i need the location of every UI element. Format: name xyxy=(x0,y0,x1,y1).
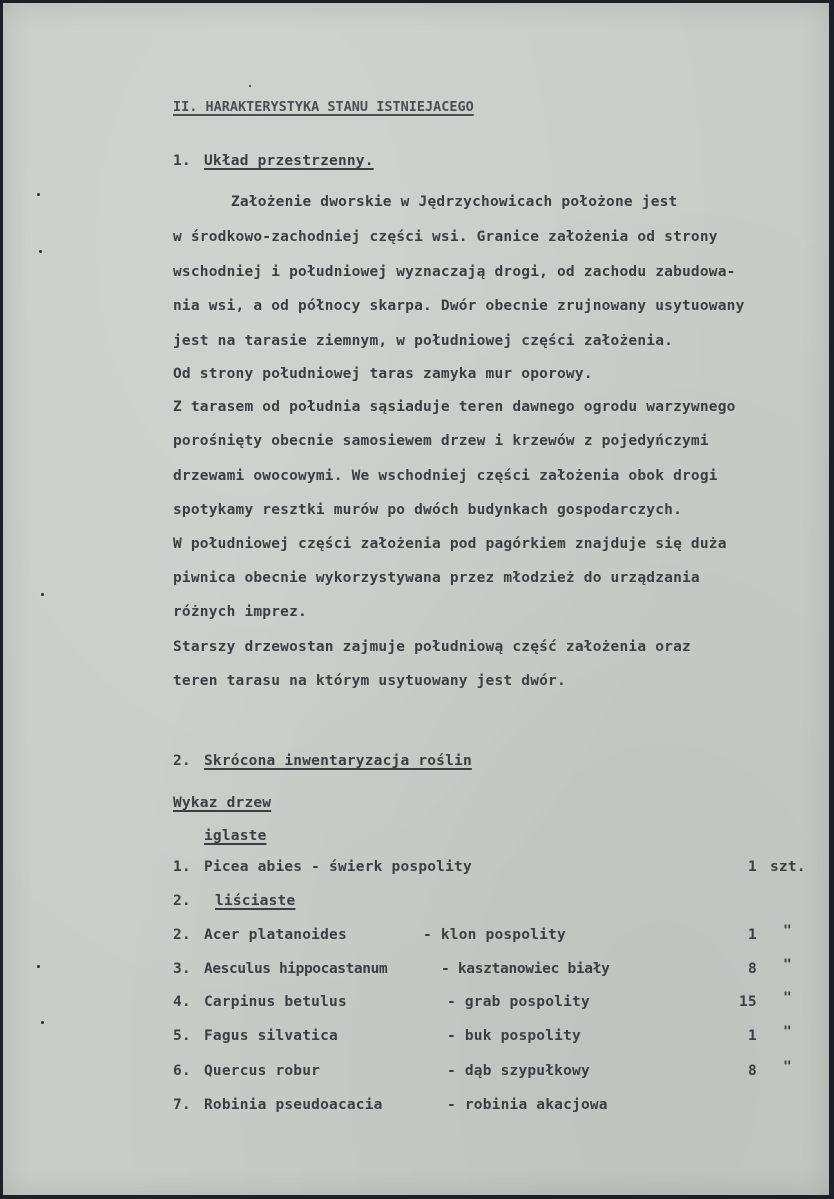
tree-row-common: - robinia akacjowa xyxy=(447,1097,608,1113)
scan-speck xyxy=(37,193,40,196)
tree-row-common: - grab pospolity xyxy=(447,994,590,1010)
subsection-2-title: Skrócona inwentaryzacja roślin xyxy=(204,753,472,769)
paragraph-line: drzewami owocowymi. We wschodniej części założenia obok drogi xyxy=(173,468,718,484)
document-page xyxy=(3,3,829,1195)
tree-row-common: - dąb szypułkowy xyxy=(447,1063,590,1079)
tree-row-number: 2. xyxy=(173,927,191,943)
tree-row-latin: Quercus robur xyxy=(204,1063,321,1079)
paragraph-line: porośnięty obecnie samosiewem drzew i krzewów z pojedyńczymi xyxy=(173,433,709,449)
tree-row-latin: Robinia pseudoacacia xyxy=(204,1097,383,1113)
tree-row-qty: 8 xyxy=(748,1063,757,1079)
scan-speck xyxy=(249,85,251,87)
tree-row-unit: " xyxy=(783,957,792,973)
paragraph-line: w środkowo-zachodniej części wsi. Granice założenia od strony xyxy=(173,229,718,245)
conifer-row-number: 1. xyxy=(173,859,191,875)
tree-row-number: 3. xyxy=(173,961,191,977)
tree-row-latin: Carpinus betulus xyxy=(204,994,347,1010)
conifer-row-qty: 1 xyxy=(748,859,757,875)
tree-row-unit: " xyxy=(783,1059,792,1075)
scan-speck xyxy=(37,965,40,968)
paragraph-line: nia wsi, a od północy skarpa. Dwór obecnie zrujnowany usytuowany xyxy=(173,298,745,314)
subsection-1-title: Układ przestrzenny. xyxy=(204,153,374,169)
paragraph-line: teren tarasu na którym usytuowany jest dwór. xyxy=(173,673,566,689)
tree-row-common: - kasztanowiec biały xyxy=(441,961,610,977)
tree-row-latin: Aesculus hippocastanum xyxy=(204,961,388,977)
subsection-2-number: 2. xyxy=(173,753,191,769)
subsection-1-number: 1. xyxy=(173,153,191,169)
tree-row-qty: 1 xyxy=(748,1028,757,1044)
tree-row-latin: Fagus silvatica xyxy=(204,1028,338,1044)
tree-row-latin: Acer platanoides xyxy=(204,927,347,943)
deciduous-heading-number: 2. xyxy=(173,893,191,909)
paragraph-line: W południowej części założenia pod pagórkiem znajduje się duża xyxy=(173,536,727,552)
paragraph-line: Z tarasem od południa sąsiaduje teren dawnego ogrodu warzywnego xyxy=(173,399,736,415)
tree-row-common: - klon pospolity xyxy=(423,927,566,943)
paragraph-line: Starszy drzewostan zajmuje południową część założenia oraz xyxy=(173,639,691,655)
tree-row-unit: " xyxy=(783,923,792,939)
deciduous-heading: liściaste xyxy=(215,893,296,909)
tree-row-qty: 8 xyxy=(748,961,757,977)
paragraph-line: Od strony południowej taras zamyka mur oporowy. xyxy=(173,366,593,382)
tree-row-unit: " xyxy=(783,1024,792,1040)
tree-row-common: - buk pospolity xyxy=(447,1028,581,1044)
paragraph-line: wschodniej i południowej wyznaczają drogi, od zachodu zabudowa- xyxy=(173,264,736,280)
tree-row-number: 5. xyxy=(173,1028,191,1044)
paragraph-line: piwnica obecnie wykorzystywana przez młodzież do urządzania xyxy=(173,570,700,586)
tree-row-number: 4. xyxy=(173,994,191,1010)
tree-list-heading: Wykaz drzew xyxy=(173,795,272,811)
tree-row-unit: " xyxy=(783,990,792,1006)
tree-row-number: 6. xyxy=(173,1063,191,1079)
tree-row-qty: 1 xyxy=(748,927,757,943)
tree-row-number: 7. xyxy=(173,1097,191,1113)
section-heading: II. HARAKTERYSTYKA STANU ISTNIEJACEGO xyxy=(173,99,474,115)
paragraph-line: jest na tarasie ziemnym, w południowej części założenia. xyxy=(173,333,674,349)
paragraph-line: spotykamy resztki murów po dwóch budynkach gospodarczych. xyxy=(173,502,682,518)
scan-speck xyxy=(41,593,44,596)
scan-speck xyxy=(39,250,42,253)
conifer-row-name: Picea abies - świerk pospolity xyxy=(204,859,472,875)
tree-row-qty: 15 xyxy=(739,994,757,1010)
paragraph-line: Założenie dworskie w Jędrzychowicach położone jest xyxy=(231,194,678,210)
conifers-heading: iglaste xyxy=(204,828,267,844)
paragraph-line: różnych imprez. xyxy=(173,604,307,620)
conifer-row-unit: szt. xyxy=(770,859,806,875)
scan-speck xyxy=(41,1021,44,1024)
